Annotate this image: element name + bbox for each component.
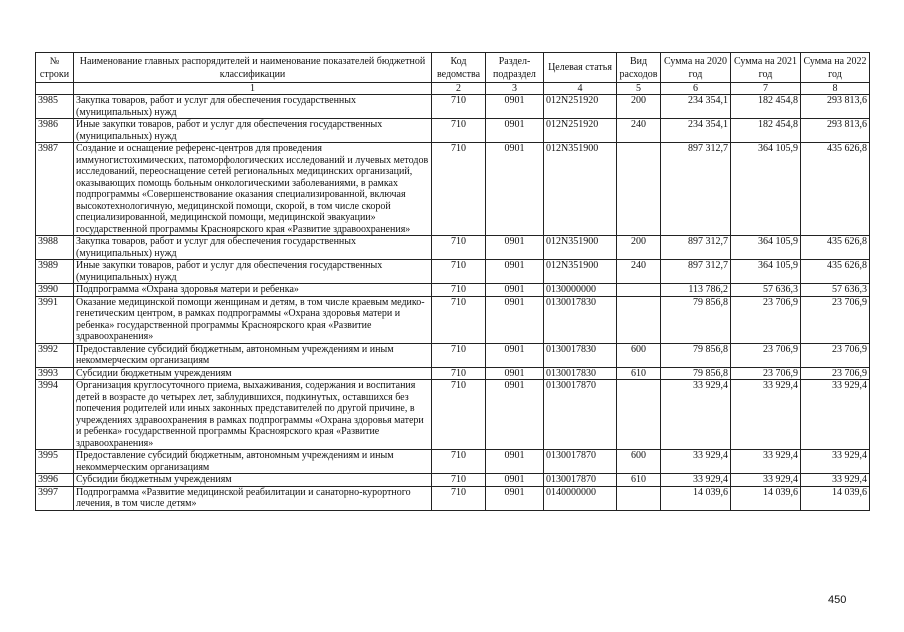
row-sum-2021: 23 706,9: [731, 343, 801, 367]
row-sum-2020: 234 354,1: [661, 95, 731, 119]
row-sum-2022: 435 626,8: [801, 260, 870, 284]
row-sum-2021: 182 454,8: [731, 95, 801, 119]
row-celevaya-statya: 012N251920: [544, 119, 617, 143]
row-name: Организация круглосуточного приема, выхаживания, содержания и воспитания детей в возрасте до четырех лет, заблудившихся, подкинутых, оставшихся без попечения родителей или иных законных представителей по другой причине, в учреждениях здравоохранения в рамках подпрограммы «Охрана здоровья матери и ребенка» государственной программы Красноярского края «Развитие здравоохранения»: [74, 380, 432, 450]
row-vedomstvo: 710: [432, 367, 486, 380]
row-razdel: 0901: [486, 450, 544, 474]
row-sum-2021: 57 636,3: [731, 284, 801, 297]
row-sum-2022: 293 813,6: [801, 119, 870, 143]
row-celevaya-statya: 0130017830: [544, 367, 617, 380]
table-row: [36, 284, 870, 297]
header-sum-2021: Сумма на 2021 год: [731, 53, 801, 83]
row-sum-2022: 435 626,8: [801, 143, 870, 236]
row-vid-rashodov: 240: [617, 119, 661, 143]
table-body: [36, 95, 870, 511]
row-sum-2021: 364 105,9: [731, 260, 801, 284]
row-number: 3991: [36, 296, 74, 343]
row-number: 3995: [36, 450, 74, 474]
row-sum-2021: 33 929,4: [731, 380, 801, 450]
row-sum-2020: 113 786,2: [661, 284, 731, 297]
column-number: 6: [661, 83, 731, 95]
table-row: [36, 486, 870, 510]
table-row: [36, 450, 870, 474]
row-sum-2022: 33 929,4: [801, 474, 870, 487]
table-row: [36, 296, 870, 343]
header-vedomstvo: Код ведомства: [432, 53, 486, 83]
row-sum-2021: 182 454,8: [731, 119, 801, 143]
row-sum-2021: 364 105,9: [731, 236, 801, 260]
row-vid-rashodov: [617, 284, 661, 297]
row-vedomstvo: 710: [432, 119, 486, 143]
column-number: [36, 83, 74, 95]
row-sum-2021: 23 706,9: [731, 367, 801, 380]
row-razdel: 0901: [486, 380, 544, 450]
table-row: [36, 260, 870, 284]
row-razdel: 0901: [486, 474, 544, 487]
row-sum-2022: 57 636,3: [801, 284, 870, 297]
row-number: 3996: [36, 474, 74, 487]
row-name: Предоставление субсидий бюджетным, автономным учреждениям и иным некоммерческим организациям: [74, 343, 432, 367]
row-name: Оказание медицинской помощи женщинам и детям, в том числе краевым медико-генетическим центром, в рамках подпрограммы «Охрана здоровья матери и ребенка» государственной программы Красноярского края «Развитие здравоохранения»: [74, 296, 432, 343]
row-sum-2020: 79 856,8: [661, 367, 731, 380]
row-celevaya-statya: 0130017870: [544, 380, 617, 450]
row-sum-2020: 33 929,4: [661, 380, 731, 450]
row-vid-rashodov: 240: [617, 260, 661, 284]
row-celevaya-statya: 0130017830: [544, 343, 617, 367]
row-vedomstvo: 710: [432, 474, 486, 487]
page-number: 450: [828, 594, 847, 606]
row-celevaya-statya: 0130017830: [544, 296, 617, 343]
row-sum-2022: 435 626,8: [801, 236, 870, 260]
row-sum-2020: 33 929,4: [661, 450, 731, 474]
row-razdel: 0901: [486, 284, 544, 297]
row-vid-rashodov: 200: [617, 95, 661, 119]
row-number: 3988: [36, 236, 74, 260]
row-number: 3993: [36, 367, 74, 380]
row-sum-2021: 33 929,4: [731, 474, 801, 487]
header-vid-rashodov: Вид расходов: [617, 53, 661, 83]
row-razdel: 0901: [486, 236, 544, 260]
header-sum-2022: Сумма на 2022 год: [801, 53, 870, 83]
row-vid-rashodov: [617, 296, 661, 343]
row-number: 3985: [36, 95, 74, 119]
row-celevaya-statya: 0130000000: [544, 284, 617, 297]
row-name: Субсидии бюджетным учреждениям: [74, 367, 432, 380]
row-vedomstvo: 710: [432, 260, 486, 284]
table-row: [36, 367, 870, 380]
row-celevaya-statya: 0130017870: [544, 474, 617, 487]
row-vid-rashodov: 610: [617, 367, 661, 380]
row-razdel: 0901: [486, 343, 544, 367]
row-razdel: 0901: [486, 119, 544, 143]
row-vedomstvo: 710: [432, 284, 486, 297]
row-name: Иные закупки товаров, работ и услуг для обеспечения государственных (муниципальных) нужд: [74, 119, 432, 143]
row-vedomstvo: 710: [432, 486, 486, 510]
header-celevaya-statya: Целевая статья: [544, 53, 617, 83]
row-sum-2021: 23 706,9: [731, 296, 801, 343]
row-celevaya-statya: 012N351900: [544, 236, 617, 260]
row-name: Создание и оснащение референс-центров для проведения иммуногистохимических, патоморфологических исследований и лучевых методов исследований, переоснащение сетей региональных медицинских организаций, оказывающих помощь больным онкологическими заболеваниями, в рамках подпрограммы «Совершенствование оказания специализированной, включая высокотехнологичную, медицинской помощи, скорой, в том числе скорой специализированной, медицинской помощи, медицинской эвакуации» государственной программы Красноярского края «Развитие здравоохранения»: [74, 143, 432, 236]
row-celevaya-statya: 012N351900: [544, 260, 617, 284]
row-vedomstvo: 710: [432, 450, 486, 474]
row-vid-rashodov: [617, 143, 661, 236]
column-number: 5: [617, 83, 661, 95]
row-sum-2020: 33 929,4: [661, 474, 731, 487]
row-sum-2022: 293 813,6: [801, 95, 870, 119]
row-number: 3987: [36, 143, 74, 236]
row-sum-2020: 897 312,7: [661, 260, 731, 284]
row-vedomstvo: 710: [432, 143, 486, 236]
column-number: 7: [731, 83, 801, 95]
table-row: [36, 143, 870, 236]
row-number: 3992: [36, 343, 74, 367]
row-razdel: 0901: [486, 143, 544, 236]
budget-table: [35, 52, 870, 511]
row-vedomstvo: 710: [432, 236, 486, 260]
row-number: 3997: [36, 486, 74, 510]
row-vedomstvo: 710: [432, 380, 486, 450]
row-sum-2021: 14 039,6: [731, 486, 801, 510]
column-number-row: [36, 83, 870, 95]
row-sum-2022: 23 706,9: [801, 296, 870, 343]
column-number: 4: [544, 83, 617, 95]
row-sum-2022: 33 929,4: [801, 450, 870, 474]
header-row-number: № строки: [36, 53, 74, 83]
row-vid-rashodov: 200: [617, 236, 661, 260]
header-razdel: Раздел-подраздел: [486, 53, 544, 83]
table-row: [36, 343, 870, 367]
row-vid-rashodov: [617, 486, 661, 510]
row-celevaya-statya: 012N251920: [544, 95, 617, 119]
column-number: 3: [486, 83, 544, 95]
row-sum-2020: 897 312,7: [661, 236, 731, 260]
column-number: 2: [432, 83, 486, 95]
row-sum-2020: 79 856,8: [661, 296, 731, 343]
row-razdel: 0901: [486, 367, 544, 380]
row-sum-2022: 23 706,9: [801, 343, 870, 367]
row-vid-rashodov: 600: [617, 450, 661, 474]
row-vedomstvo: 710: [432, 343, 486, 367]
row-sum-2020: 234 354,1: [661, 119, 731, 143]
row-number: 3994: [36, 380, 74, 450]
row-name: Подпрограмма «Развитие медицинской реабилитации и санаторно-курортного лечения, в том числе детям»: [74, 486, 432, 510]
header-name: Наименование главных распорядителей и наименование показателей бюджетной классификации: [74, 53, 432, 83]
row-sum-2021: 33 929,4: [731, 450, 801, 474]
column-number: 1: [74, 83, 432, 95]
row-number: 3989: [36, 260, 74, 284]
row-sum-2020: 897 312,7: [661, 143, 731, 236]
row-name: Закупка товаров, работ и услуг для обеспечения государственных (муниципальных) нужд: [74, 236, 432, 260]
row-number: 3986: [36, 119, 74, 143]
row-vedomstvo: 710: [432, 296, 486, 343]
table-row: [36, 236, 870, 260]
table-row: [36, 119, 870, 143]
row-name: Закупка товаров, работ и услуг для обеспечения государственных (муниципальных) нужд: [74, 95, 432, 119]
column-number: 8: [801, 83, 870, 95]
row-sum-2020: 14 039,6: [661, 486, 731, 510]
row-razdel: 0901: [486, 260, 544, 284]
row-vedomstvo: 710: [432, 95, 486, 119]
row-number: 3990: [36, 284, 74, 297]
row-sum-2020: 79 856,8: [661, 343, 731, 367]
row-name: Подпрограмма «Охрана здоровья матери и ребенка»: [74, 284, 432, 297]
row-sum-2022: 23 706,9: [801, 367, 870, 380]
table-row: [36, 380, 870, 450]
row-vid-rashodov: 600: [617, 343, 661, 367]
row-celevaya-statya: 0140000000: [544, 486, 617, 510]
header-sum-2020: Сумма на 2020 год: [661, 53, 731, 83]
table-row: [36, 95, 870, 119]
row-celevaya-statya: 0130017870: [544, 450, 617, 474]
row-vid-rashodov: 610: [617, 474, 661, 487]
row-sum-2021: 364 105,9: [731, 143, 801, 236]
row-name: Предоставление субсидий бюджетным, автономным учреждениям и иным некоммерческим организациям: [74, 450, 432, 474]
row-name: Иные закупки товаров, работ и услуг для обеспечения государственных (муниципальных) нужд: [74, 260, 432, 284]
row-name: Субсидии бюджетным учреждениям: [74, 474, 432, 487]
row-razdel: 0901: [486, 296, 544, 343]
row-razdel: 0901: [486, 95, 544, 119]
row-vid-rashodov: [617, 380, 661, 450]
table-row: [36, 474, 870, 487]
table-header-row: [36, 53, 870, 83]
row-sum-2022: 33 929,4: [801, 380, 870, 450]
row-razdel: 0901: [486, 486, 544, 510]
row-sum-2022: 14 039,6: [801, 486, 870, 510]
row-celevaya-statya: 012N351900: [544, 143, 617, 236]
